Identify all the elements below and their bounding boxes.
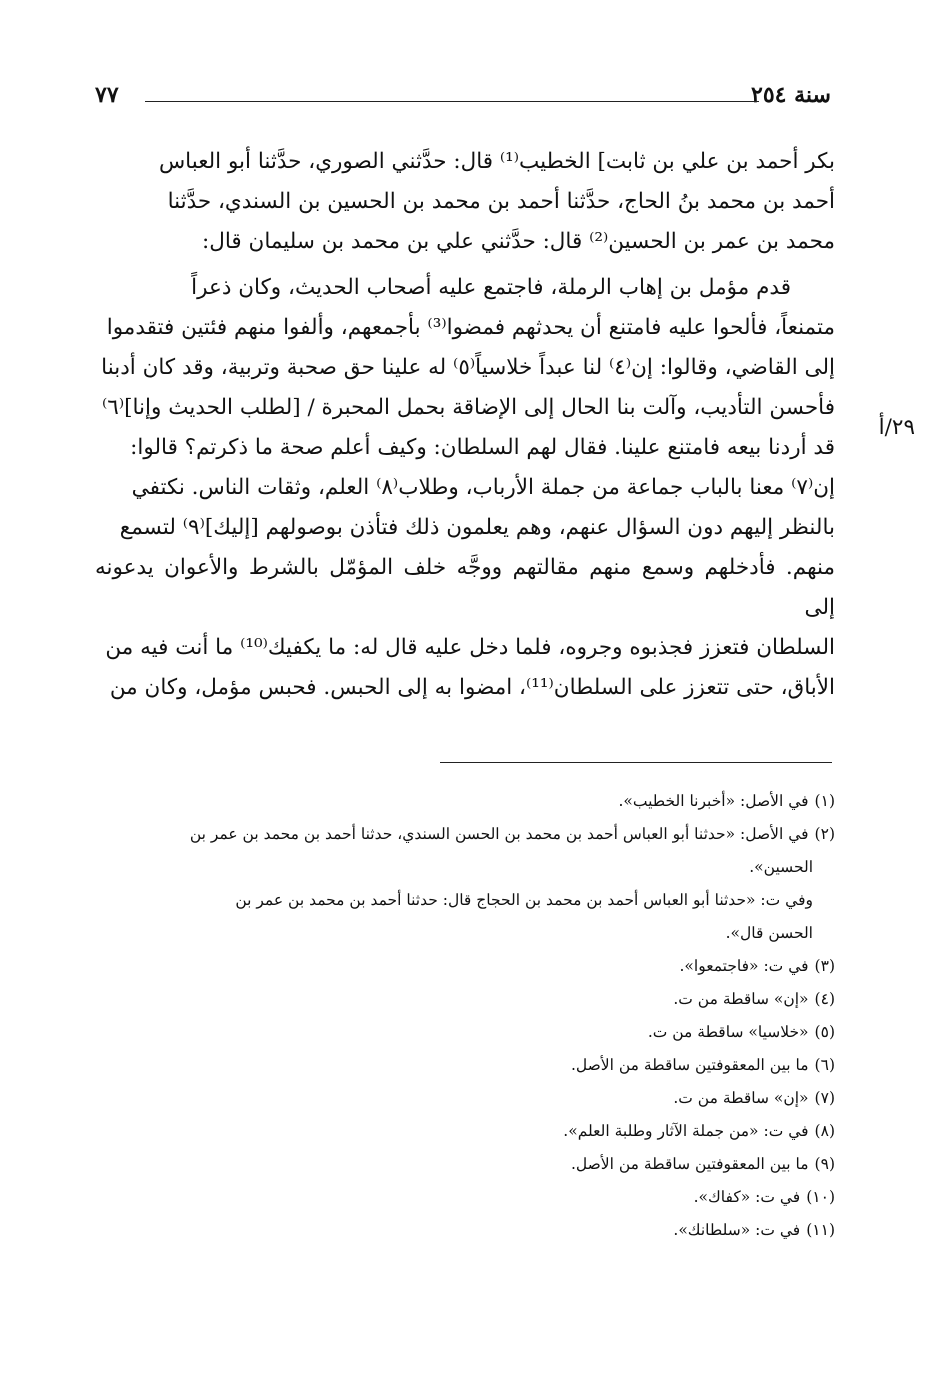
text-line: الأباق، حتى تتعزز على السلطان⁽¹¹⁾، امضوا به إلى الحبس. فحبس مؤمل، وكان من [109,675,835,700]
footnote: (٨)في ت: «من جملة الآثار وطلبة العلم». [563,1122,835,1140]
footnote: (٢)في الأصل: «حدثنا أبو العباس أحمد بن محمد بن الحسن السندي، حدثنا أحمد بن محمد بن عمر بن [189,825,835,843]
footnote-continuation: الحسن قال». [725,924,813,942]
paragraph-start-line: قدم مؤمل بن إهاب الرملة، فاجتمع عليه أصحاب الحديث، وكان ذعراً [191,275,791,300]
text-line: قد أردنا بيعه فامتنع علينا. فقال لهم السلطان: وكيف أعلم صحة ما ذكرتم؟ قالوا: [130,435,835,460]
text-line: متمنعاً، فألحوا عليه فامتنع أن يحدثهم فمضوا⁽³⁾ بأجمعهم، وألفوا منهم فئتين فتقدموا [106,315,835,340]
footnote: (٤)«إن» ساقطة من ت. [673,990,835,1008]
text-line: بكر أحمد بن علي بن ثابت] الخطيب⁽¹⁾ قال: حدَّثني الصوري، حدَّثنا أبو العباس [158,149,835,174]
text-line: منهم. فأدخلهم وسمع منهم مقالتهم ووجَّه خلف المؤمّل بالشرط والأعوان يدعونه إلى [95,555,835,620]
running-title: سنة ٢٥٤ [751,82,831,108]
text-line: بالنظر إليهم دون السؤال عنهم، وهم يعلمون ذلك فتأذن بوصولهم [إليك]⁽٩⁾ لتسمع [119,515,835,540]
footnote-variant: وفي ت: «حدثنا أبو العباس أحمد بن محمد بن الحجاج قال: حدثنا أحمد بن محمد بن عمر بن [235,891,813,909]
text-line: محمد بن عمر بن الحسين⁽²⁾ قال: حدَّثني علي بن محمد بن سليمان قال: [202,229,835,254]
text-line: السلطان فتعزز فجذبوه وجروه، فلما دخل عليه قال له: ما يكفيك⁽¹⁰⁾ ما أنت فيه من [105,635,835,660]
text-line: إن⁽٧⁾ معنا بالباب جماعة من جملة الأرباب، وطلاب⁽٨⁾ العلم، وثقات الناس. نكتفي [131,475,835,500]
footnotes [80,785,835,1247]
main-text [95,142,835,708]
footnote: (٧)«إن» ساقطة من ت. [673,1089,835,1107]
footnote: (١)في الأصل: «أخبرنا الخطيب». [618,792,835,810]
text-line: أحمد بن محمد بنُ الحاج، حدَّثنا أحمد بن محمد بن الحسين بن السندي، حدَّثنا [167,189,835,214]
footnote: (١٠)في ت: «كفاك». [693,1188,835,1206]
page-number: ٧٧ [95,82,119,108]
footnote: (٩)ما بين المعقوفتين ساقطة من الأصل. [570,1155,835,1173]
header-rule [145,101,759,102]
footnote-continuation: الحسين». [749,858,813,876]
footnote: (٥)«خلاسيا» ساقطة من ت. [647,1023,835,1041]
footnote: (٣)في ت: «فاجتمعوا». [679,957,835,975]
footnote: (٦)ما بين المعقوفتين ساقطة من الأصل. [570,1056,835,1074]
text-line: إلى القاضي، وقالوا: إن⁽٤⁾ لنا عبداً خلاسياً⁽٥⁾ له علينا حق صحبة وتربية، وقد كان أدبنا [101,355,835,380]
footnote: (١١)في ت: «سلطانك». [673,1221,835,1239]
running-header [95,82,831,122]
text-line: فأحسن التأديب، وآلت بنا الحال إلى الإضاقة بحمل المحبرة / [لطلب الحديث وإنا]⁽٦⁾ [101,395,835,420]
footnote-separator [440,762,832,763]
manuscript-folio-marker: ٢٩/أ [878,415,915,440]
